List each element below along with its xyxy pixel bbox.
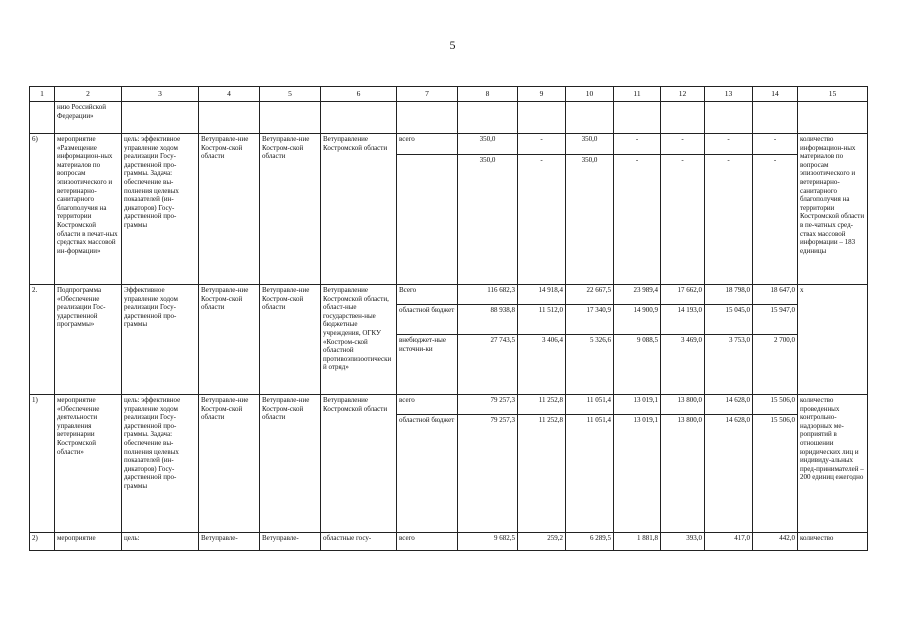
amount: -: [614, 155, 661, 285]
amount: 259,2: [518, 533, 566, 551]
amount: 27 743,5: [458, 335, 518, 395]
amount: 18 647,0: [753, 285, 798, 305]
cell-text: Ветуправле-ние Костром-ской области: [199, 395, 260, 533]
col-header: 5: [260, 87, 321, 102]
cell-text: Эффективное управление ходом реализации Госу-дарственной про-граммы: [122, 285, 199, 395]
amount: 116 682,3: [458, 285, 518, 305]
amount: 3 753,0: [705, 335, 753, 395]
amount: 3 469,0: [661, 335, 705, 395]
col-header: 11: [614, 87, 661, 102]
col-header: 9: [518, 87, 566, 102]
cell-text: х: [798, 285, 868, 395]
amount: 350,0: [458, 155, 518, 285]
cell-text: мероприятие «Обеспечение деятельности управления ветеринарии Костромской области»: [55, 395, 122, 533]
cell-text: областные госу-: [321, 533, 397, 551]
amount: 11 252,8: [518, 415, 566, 533]
amount: -: [753, 134, 798, 155]
amount: 18 798,0: [705, 285, 753, 305]
col-header: 15: [798, 87, 868, 102]
amount: 350,0: [566, 155, 614, 285]
cell-text: цель: эффективное управление ходом реализации Госу-дарственной про-граммы. Задача: обеспечение вы-полнения целевых показателей (ин-дикаторов) Госу-дарственной про-граммы: [122, 134, 199, 285]
cell-text: цель:: [122, 533, 199, 551]
amount: 14 918,4: [518, 285, 566, 305]
row-number: 6): [30, 134, 55, 285]
col-header: 1: [30, 87, 55, 102]
amount: 13 019,1: [614, 415, 661, 533]
amount: -: [661, 155, 705, 285]
amount: -: [661, 134, 705, 155]
cell-text: Ветуправление Костромской области: [321, 395, 397, 533]
amount: 79 257,3: [458, 415, 518, 533]
cell-text: Ветуправле-: [199, 533, 260, 551]
cell-text: Ветуправление Костромской области, област-ные государствен-ные бюджетные учреждения, ОГКУ «Костром-ской областной противоэпизоотический отряд»: [321, 285, 397, 395]
amount: 2 700,0: [753, 335, 798, 395]
cell-text: Ветуправление Костромской области: [321, 134, 397, 285]
amount: 15 045,0: [705, 305, 753, 335]
cell-text: цель: эффективное управление ходом реализации Госу-дарственной про-граммы. Задача: обеспечение вы-полнения целевых показателей (ин-дикаторов) Госу-дарственной про-граммы: [122, 395, 199, 533]
amount: 23 989,4: [614, 285, 661, 305]
cell-text: Ветуправле-ние Костром-ской области: [260, 285, 321, 395]
page-number: 5: [449, 38, 456, 52]
col-header: 3: [122, 87, 199, 102]
row-number: 1): [30, 395, 55, 533]
amount: 11 252,8: [518, 395, 566, 415]
funding-source: Всего: [397, 285, 458, 305]
col-header: 2: [55, 87, 122, 102]
amount: 17 340,9: [566, 305, 614, 335]
amount: 393,0: [661, 533, 705, 551]
amount: 3 406,4: [518, 335, 566, 395]
funding-source: внебюджет-ные источни-ки: [397, 335, 458, 395]
col-header: 14: [753, 87, 798, 102]
col-header: 13: [705, 87, 753, 102]
amount: 11 051,4: [566, 395, 614, 415]
amount: 11 512,0: [518, 305, 566, 335]
cell-text: количество: [798, 533, 868, 551]
table-row: [30, 134, 868, 155]
cell-text: Ветуправле-ние Костром-ской области: [199, 134, 260, 285]
amount: 13 800,0: [661, 415, 705, 533]
row-number: 2.: [30, 285, 55, 395]
cell-text: мероприятие: [55, 533, 122, 551]
funding-source: областной бюджет: [397, 415, 458, 533]
cell-text: количество проведенных контрольно-надзорных ме-роприятий в отношении юридических лиц и индивиду-альных пред-принимателей – 200 единиц ежегодно: [798, 395, 868, 533]
amount: 14 900,9: [614, 305, 661, 335]
amount: 14 628,0: [705, 415, 753, 533]
amount: 350,0: [458, 134, 518, 155]
amount: 1 881,8: [614, 533, 661, 551]
col-header: 6: [321, 87, 397, 102]
amount: 442,0: [753, 533, 798, 551]
amount: -: [518, 134, 566, 155]
amount: 5 326,6: [566, 335, 614, 395]
amount: -: [705, 134, 753, 155]
amount: 17 662,0: [661, 285, 705, 305]
funding-source: всего: [397, 134, 458, 155]
amount: 15 947,0: [753, 305, 798, 335]
cell-text: мероприятие «Размещение информацион-ных материалов по вопросам эпизоотического и ветеринарно-санитарного благополучия на территории Костромской области в печат-ных средствах массовой ин-формации»: [55, 134, 122, 285]
funding-source: всего: [397, 533, 458, 551]
cell-text: Подпрограмма «Обеспечение реализации Гос-ударственной программы»: [55, 285, 122, 395]
cell-text: Ветуправле-ние Костром-ской области: [199, 285, 260, 395]
amount: 15 506,0: [753, 395, 798, 415]
row-number: 2): [30, 533, 55, 551]
cell-text: Ветуправле-ние Костром-ской области: [260, 134, 321, 285]
cell-text: нию Российской Федерации»: [55, 102, 122, 134]
program-table: [29, 86, 868, 551]
amount: -: [705, 155, 753, 285]
amount: 417,0: [705, 533, 753, 551]
cell-text: Ветуправле-ние Костром-ской области: [260, 395, 321, 533]
amount: -: [614, 134, 661, 155]
amount: 13 800,0: [661, 395, 705, 415]
amount: 13 019,1: [614, 395, 661, 415]
amount: 88 938,8: [458, 305, 518, 335]
funding-source: всего: [397, 395, 458, 415]
cell-text: Ветуправле-: [260, 533, 321, 551]
col-header: 4: [199, 87, 260, 102]
table-row: [30, 285, 868, 305]
col-header: 10: [566, 87, 614, 102]
table-row: [30, 533, 868, 551]
amount: 15 506,0: [753, 415, 798, 533]
cell-text: количество информацион-ных материалов по вопросам эпизоотического и ветеринарно-санитарного благополучия на территории Костромской области в пе-чатных сред-ствах массовой информации – 183 единицы: [798, 134, 868, 285]
funding-source: областной бюджет: [397, 305, 458, 335]
col-header: 8: [458, 87, 518, 102]
amount: 350,0: [566, 134, 614, 155]
amount: -: [518, 155, 566, 285]
amount: 14 628,0: [705, 395, 753, 415]
col-header: 12: [661, 87, 705, 102]
amount: -: [753, 155, 798, 285]
amount: 9 088,5: [614, 335, 661, 395]
col-header: 7: [397, 87, 458, 102]
amount: 11 051,4: [566, 415, 614, 533]
amount: 6 289,5: [566, 533, 614, 551]
header-row: [30, 87, 868, 102]
amount: 79 257,3: [458, 395, 518, 415]
amount: 22 667,5: [566, 285, 614, 305]
continuation-row: [30, 102, 868, 134]
table-row: [30, 395, 868, 415]
amount: 14 193,0: [661, 305, 705, 335]
amount: 9 682,5: [458, 533, 518, 551]
